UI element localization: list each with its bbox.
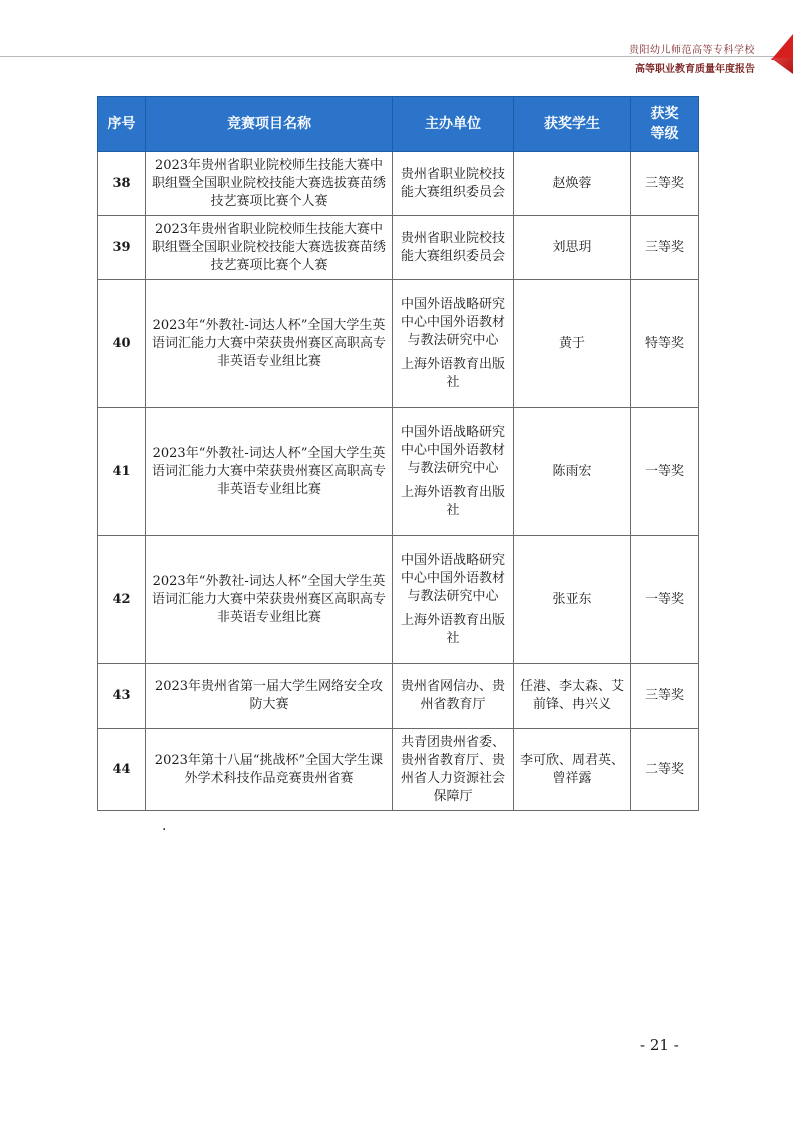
page-number: - 21 - bbox=[640, 1036, 679, 1054]
award-level: 特等奖 bbox=[631, 280, 699, 408]
student-names: 陈雨宏 bbox=[514, 408, 631, 536]
competition-name: 2023年贵州省第一届大学生网络安全攻防大赛 bbox=[146, 664, 393, 729]
col-header-level bbox=[631, 97, 699, 152]
organizer-line: 共青团贵州省委、贵州省教育厅、贵州省人力资源社会保障厅 bbox=[400, 734, 505, 804]
organizer bbox=[393, 408, 514, 536]
award-level: 三等奖 bbox=[631, 664, 699, 729]
competition-name: 2023年“外教社-词达人杯”全国大学生英语词汇能力大赛中荣获贵州赛区高职高专非英语专业组比赛 bbox=[146, 280, 393, 408]
table-header-row bbox=[98, 97, 699, 152]
award-level: 一等奖 bbox=[631, 408, 699, 536]
col-header-level-text: 获奖等级 bbox=[650, 106, 679, 142]
organizer-line: 中国外语战略研究中心中国外语教材与教法研究中心 bbox=[400, 296, 505, 348]
table-row bbox=[98, 408, 699, 536]
col-header-students: 获奖学生 bbox=[514, 97, 631, 152]
header-school-name: 贵阳幼儿师范高等专科学校 bbox=[629, 45, 755, 56]
header-report-title: 高等职业教育质量年度报告 bbox=[635, 64, 755, 75]
student-names: 赵焕蓉 bbox=[514, 152, 631, 216]
competition-name: 2023年贵州省职业院校师生技能大赛中职组暨全国职业院校技能大赛选拔赛苗绣技艺赛项比赛个人赛 bbox=[146, 216, 393, 280]
row-number: 42 bbox=[98, 536, 146, 664]
competition-name: 2023年“外教社-词达人杯”全国大学生英语词汇能力大赛中荣获贵州赛区高职高专非英语专业组比赛 bbox=[146, 408, 393, 536]
competition-name: 2023年贵州省职业院校师生技能大赛中职组暨全国职业院校技能大赛选拔赛苗绣技艺赛项比赛个人赛 bbox=[146, 152, 393, 216]
organizer bbox=[393, 664, 514, 729]
footnote-mark: . bbox=[162, 818, 167, 834]
award-level: 三等奖 bbox=[631, 216, 699, 280]
student-names: 任港、李太森、艾前锋、冉兴义 bbox=[514, 664, 631, 729]
award-level: 一等奖 bbox=[631, 536, 699, 664]
student-names: 张亚东 bbox=[514, 536, 631, 664]
row-number: 41 bbox=[98, 408, 146, 536]
organizer bbox=[393, 280, 514, 408]
organizer-line: 贵州省职业院校技能大赛组织委员会 bbox=[400, 230, 505, 264]
student-names: 李可欣、周君英、曾祥露 bbox=[514, 729, 631, 811]
row-number: 40 bbox=[98, 280, 146, 408]
row-number: 39 bbox=[98, 216, 146, 280]
awards-table bbox=[97, 96, 699, 811]
organizer-line: 上海外语教育出版社 bbox=[400, 612, 505, 646]
header-divider bbox=[0, 56, 793, 57]
organizer bbox=[393, 536, 514, 664]
header-flag-icon bbox=[771, 34, 793, 60]
table-row bbox=[98, 536, 699, 664]
col-header-competition: 竞赛项目名称 bbox=[146, 97, 393, 152]
row-number: 44 bbox=[98, 729, 146, 811]
award-level: 二等奖 bbox=[631, 729, 699, 811]
student-names: 黄于 bbox=[514, 280, 631, 408]
organizer-line: 中国外语战略研究中心中国外语教材与教法研究中心 bbox=[400, 552, 505, 604]
organizer-line: 贵州省职业院校技能大赛组织委员会 bbox=[400, 166, 505, 200]
col-header-number: 序号 bbox=[98, 97, 146, 152]
row-number: 38 bbox=[98, 152, 146, 216]
organizer-line: 中国外语战略研究中心中国外语教材与教法研究中心 bbox=[400, 424, 505, 476]
organizer-line: 贵州省网信办、贵州省教育厅 bbox=[400, 679, 505, 712]
student-names: 刘思玥 bbox=[514, 216, 631, 280]
competition-name: 2023年“外教社-词达人杯”全国大学生英语词汇能力大赛中荣获贵州赛区高职高专非英语专业组比赛 bbox=[146, 536, 393, 664]
organizer-line: 上海外语教育出版社 bbox=[400, 484, 505, 518]
organizer-line: 上海外语教育出版社 bbox=[400, 356, 505, 390]
organizer bbox=[393, 216, 514, 280]
row-number: 43 bbox=[98, 664, 146, 729]
table-row bbox=[98, 664, 699, 729]
competition-name: 2023年第十八届“挑战杯”全国大学生课外学术科技作品竞赛贵州省赛 bbox=[146, 729, 393, 811]
table-row bbox=[98, 280, 699, 408]
organizer bbox=[393, 152, 514, 216]
header-flag-tail-icon bbox=[771, 58, 793, 74]
table-row bbox=[98, 729, 699, 811]
organizer bbox=[393, 729, 514, 811]
table-row bbox=[98, 216, 699, 280]
table-row bbox=[98, 152, 699, 216]
col-header-organizer: 主办单位 bbox=[393, 97, 514, 152]
award-level: 三等奖 bbox=[631, 152, 699, 216]
